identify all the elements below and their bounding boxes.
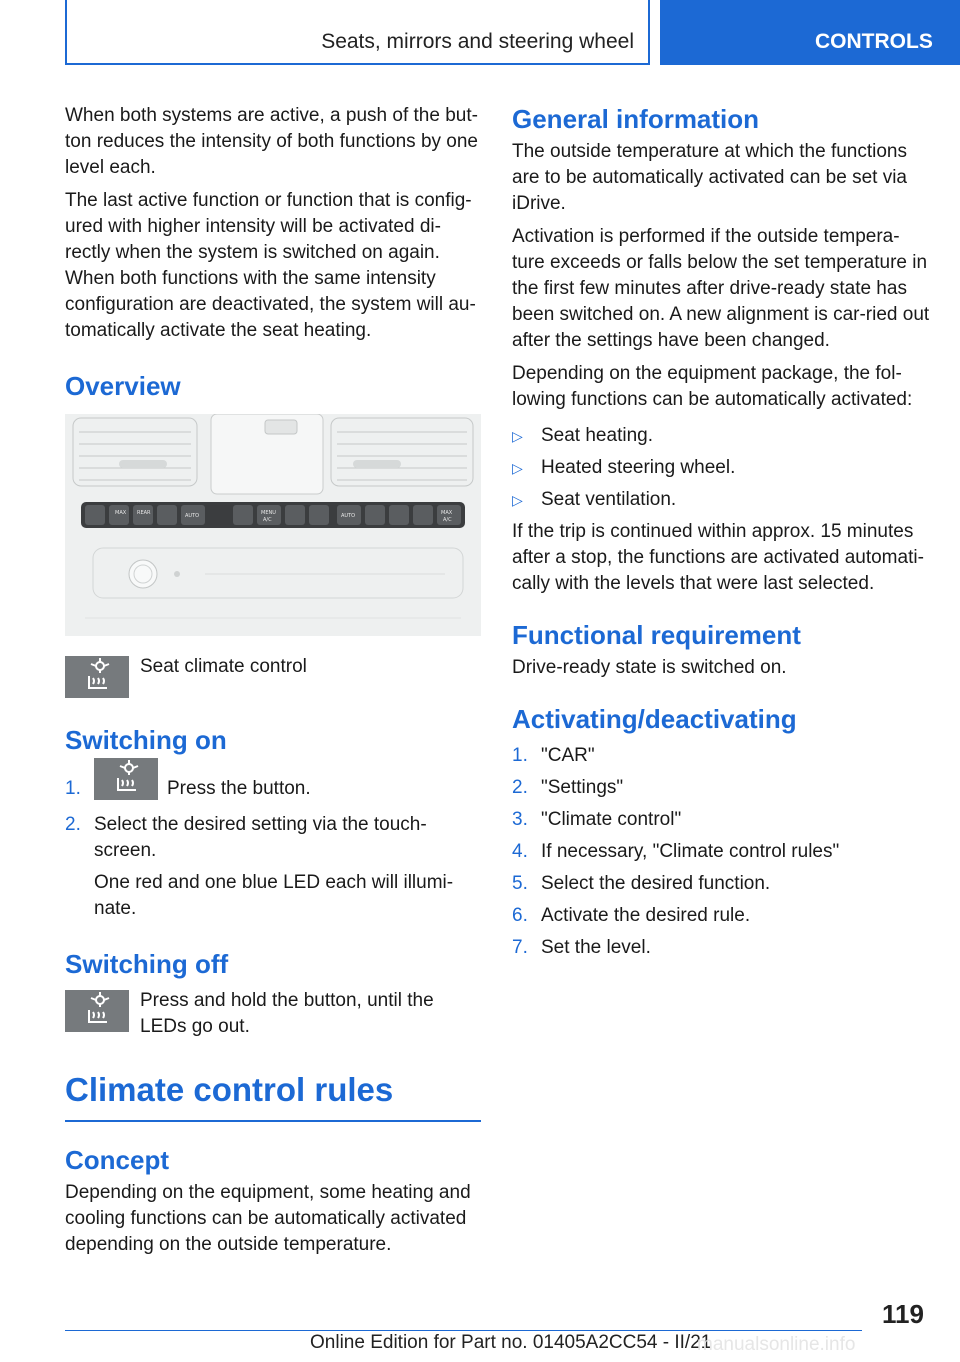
switching-on-heading: Switching on (65, 725, 227, 755)
step-number: 5. (512, 873, 528, 894)
step-number: 1. (512, 745, 528, 766)
step-number: 2. (65, 814, 81, 835)
panel-label-ac-right: A/C (443, 517, 452, 523)
general-paragraph-1: The outside temperature at which the functions are to be automatically activated can be set via iDrive. (512, 141, 908, 214)
panel-label-auto-left: AUTO (185, 513, 200, 519)
step-text: Select the desired setting via the touch-screen. (94, 814, 427, 861)
seat-climate-button-icon (94, 758, 158, 800)
overview-heading: Overview (65, 371, 181, 401)
switching-off-row (65, 988, 483, 1042)
functional-requirement-text: Drive-ready state is switched on. (512, 657, 787, 678)
header-chapter-tab (660, 0, 960, 65)
panel-label-auto-right: AUTO (341, 513, 356, 519)
step-number: 3. (512, 809, 528, 830)
list-item (512, 423, 932, 449)
switching-on-note: One red and one blue LED each will illumi-nate. (94, 872, 454, 919)
concept-text: Depending on the equipment, some heating and cooling functions can be automatically activated depending on the outside temperature. (65, 1182, 471, 1255)
step-text: Press the button. (167, 778, 311, 799)
list-item (512, 839, 932, 865)
climate-panel-photo (65, 414, 481, 636)
activating-heading: Activating/deactivating (512, 704, 797, 734)
bullet-triangle-icon: ▷ (512, 460, 523, 476)
step-text: If necessary, "Climate control rules" (541, 841, 840, 862)
climate-control-rules-heading: Climate control rules (65, 1071, 394, 1108)
section-title: Seats, mirrors and steering wheel (321, 30, 634, 53)
seat-climate-icon (65, 656, 129, 698)
watermark-site: manualsonline.info (697, 1334, 856, 1355)
intro-paragraph-1: When both systems are active, a push of the but-ton reduces the intensity of both functions by one level each. (65, 105, 478, 178)
step-number: 7. (512, 937, 528, 958)
list-item (512, 487, 932, 513)
step-number: 6. (512, 905, 528, 926)
step-text: Select the desired function. (541, 873, 771, 894)
panel-label-max-right: MAX (441, 510, 453, 516)
general-paragraph-3: Depending on the equipment package, the fol-lowing functions can be automatically activated: (512, 363, 913, 410)
overview-caption: Seat climate control (140, 656, 307, 677)
list-item (512, 871, 932, 897)
step-text: "Settings" (541, 777, 624, 798)
general-paragraph-2: Activation is performed if the outside tempera-ture exceeds or falls below the set temperature in the first few minutes after drive-ready state has been switched on. A new alignment is car-ried out after the settings have been changed. (512, 226, 930, 351)
switching-off-heading: Switching off (65, 949, 229, 979)
bullet-text: Heated steering wheel. (541, 457, 736, 478)
list-item (65, 812, 483, 864)
list-item (512, 775, 932, 801)
overview-caption-row (65, 654, 483, 698)
bullet-triangle-icon: ▷ (512, 428, 523, 444)
bullet-triangle-icon: ▷ (512, 492, 523, 508)
switching-off-text: Press and hold the button, until the LEDs go out. (140, 990, 434, 1037)
list-item (512, 743, 932, 769)
panel-label-menu: MENU (261, 510, 276, 516)
step-number: 1. (65, 778, 81, 799)
panel-label-ac-left: A/C (263, 517, 272, 523)
seat-climate-icon (65, 990, 129, 1032)
footer-rule (65, 1330, 862, 1331)
page-number: 119 (882, 1299, 924, 1329)
step-text: "Climate control" (541, 809, 682, 830)
step-number: 4. (512, 841, 528, 862)
step-text: Activate the desired rule. (541, 905, 751, 926)
step-text: Set the level. (541, 937, 651, 958)
list-item (65, 766, 483, 806)
bullet-text: Seat ventilation. (541, 489, 677, 510)
list-item (512, 807, 932, 833)
list-item (512, 903, 932, 929)
general-paragraph-4: If the trip is continued within approx. 15 minutes after a stop, the functions are activated automati-cally with the levels that were last selected. (512, 521, 924, 594)
step-number: 2. (512, 777, 528, 798)
general-information-heading: General information (512, 104, 760, 134)
header-section-tab (65, 0, 650, 65)
activating-steps (512, 743, 932, 961)
panel-label-max-left: MAX (115, 510, 127, 516)
switching-on-steps (65, 766, 483, 864)
concept-heading: Concept (65, 1145, 169, 1175)
intro-paragraph-2: The last active function or function that is config-ured with higher intensity will be activated di-rectly when the system is switched on again. When both functions with the same intensity configuration are deactivated, the system will au-tomatically activate the seat heating. (65, 190, 476, 341)
list-item (512, 935, 932, 961)
step-text: "CAR" (541, 745, 595, 766)
left-column (65, 103, 483, 1265)
functional-requirement-heading: Functional requirement (512, 620, 801, 650)
bullet-text: Seat heating. (541, 425, 653, 446)
list-item (512, 455, 932, 481)
auto-functions-list (512, 423, 932, 513)
edition-text: Online Edition for Part no. 01405A2CC54 - II/21 (310, 1332, 712, 1353)
right-column (512, 103, 932, 967)
panel-label-rear: REAR (137, 510, 151, 516)
heading-rule (65, 1120, 481, 1122)
chapter-title: CONTROLS (815, 30, 933, 53)
